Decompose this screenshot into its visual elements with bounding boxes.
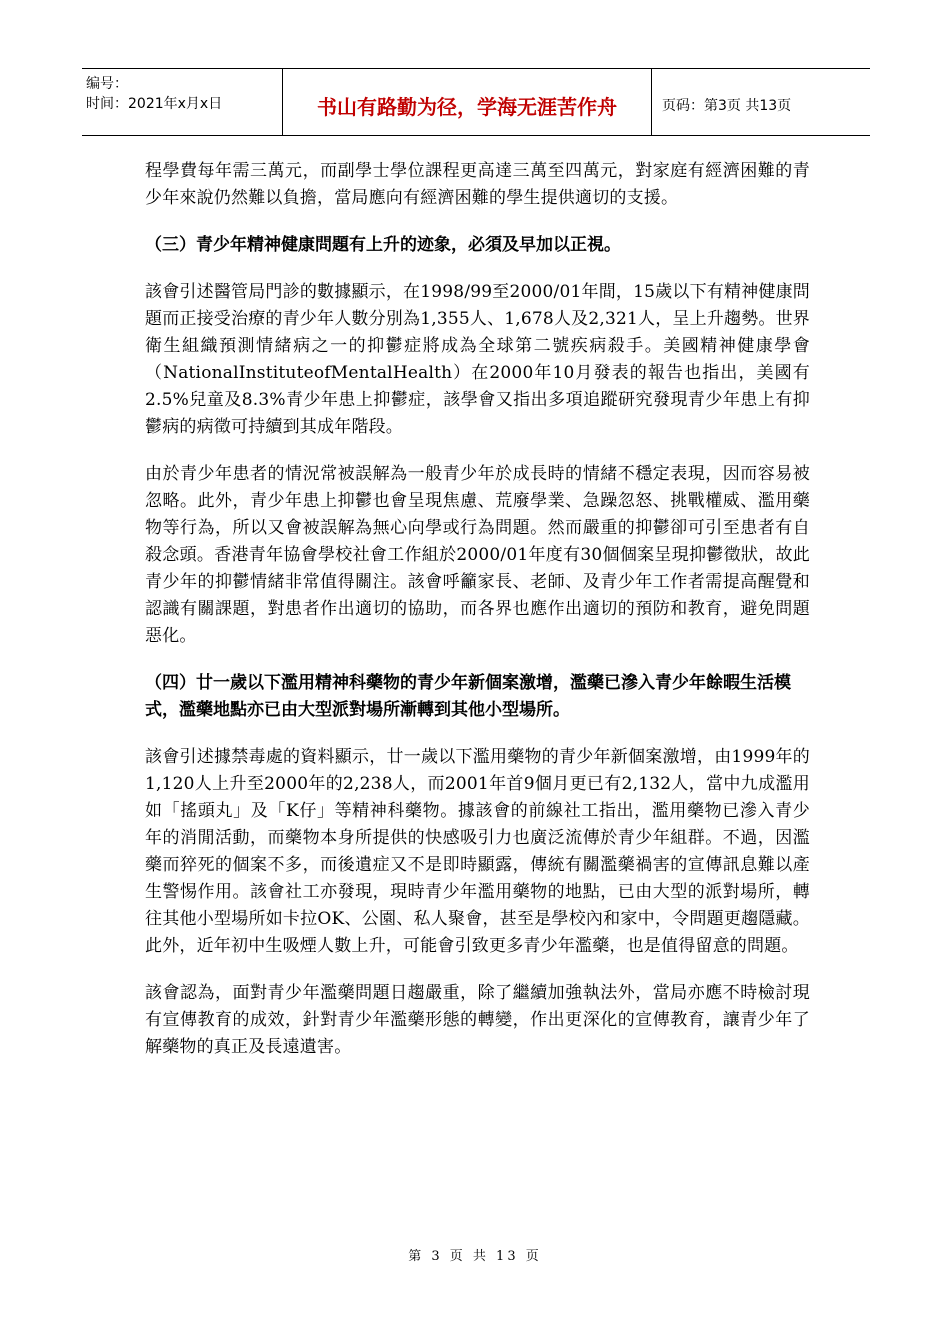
document-number-label: 编号： (86, 76, 128, 92)
header-page-label: 页码：第3页 共13页 (662, 98, 792, 114)
header-meta (82, 69, 282, 135)
page-footer: 第 3 页 共 13 页 (408, 1249, 542, 1264)
section-heading-4: （四）廿一歲以下濫用精神科藥物的青少年新個案激增，濫藥已滲入青少年餘暇生活模式，濫藥地點亦已由大型派對場所漸轉到其他小型場所。 (145, 673, 791, 720)
paragraph-1: 程學費每年需三萬元，而副學士學位課程更高達三萬至四萬元，對家庭有經濟困難的青少年來說仍然難以負擔，當局應向有經濟困難的學生提供適切的支援。 (145, 161, 810, 208)
section-heading-3: （三）青少年精神健康問題有上升的迹象，必須及早加以正視。 (145, 235, 621, 255)
header-motto: 书山有路勤为径，学海无涯苦作舟 (282, 69, 652, 135)
paragraph-4: 該會引述據禁毒處的資料顯示，廿一歲以下濫用藥物的青少年新個案激增，由1999年的1,120人上升至2000年的2,238人，而2001年首9個月更已有2,132人，當中九成濫用如「搖頭丸」及「K仔」等精神科藥物。據該會的前線社工指出，濫用藥物已滲入青少年的消閒活動，而藥物本身所提供的快感吸引力也廣泛流傳於青少年組群。不過，因濫藥而猝死的個案不多，而後遺症又不是即時顯露，傳統有關濫藥禍害的宣傳訊息難以產生警惕作用。該會社工亦發現，現時青少年濫用藥物的地點，已由大型的派對場所，轉往其他小型場所如卡拉OK、公園、私人聚會，甚至是學校內和家中，令問題更趨隱藏。此外，近年初中生吸煙人數上升，可能會引致更多青少年濫藥，也是值得留意的問題。 (145, 747, 810, 956)
paragraph-5: 該會認為，面對青少年濫藥問題日趨嚴重，除了繼續加強執法外，當局亦應不時檢討現有宣傳教育的成效，針對青少年濫藥形態的轉變，作出更深化的宣傳教育，讓青少年了解藥物的真正及長遠遺害。 (145, 983, 810, 1057)
paragraph-3: 由於青少年患者的情況常被誤解為一般青少年於成長時的情緒不穩定表現，因而容易被忽略。此外，青少年患上抑鬱也會呈現焦慮、荒廢學業、急躁忽怒、挑戰權威、濫用藥物等行為，所以又會被誤解為無心向學或行為問題。然而嚴重的抑鬱卻可引至患者有自殺念頭。香港青年協會學校社會工作組於2000/01年度有30個個案呈現抑鬱徵狀，故此青少年的抑鬱情緒非常值得關注。該會呼籲家長、老師、及青少年工作者需提高醒覺和認識有關課題，對患者作出適切的協助，而各界也應作出適切的預防和教育，避免問題惡化。 (145, 464, 810, 646)
paragraph-2: 該會引述醫管局門診的數據顯示，在1998/99至2000/01年間，15歲以下有精神健康問題而正接受治療的青少年人數分別為1,355人、1,678人及2,321人，呈上升趨勢。世界衛生組織預測情緒病之一的抑鬱症將成為全球第二號疾病殺手。美國精神健康學會（NationalInstituteofMentalHealth）在2000年10月發表的報告也指出，美國有2.5%兒童及8.3%青少年患上抑鬱症，該學會又指出多項追蹤研究發現青少年患上有抑鬱病的病徵可持續到其成年階段。 (145, 282, 811, 437)
page-header (82, 68, 870, 136)
document-time-label: 时间：2021年x月x日 (86, 96, 223, 112)
document-body (145, 158, 810, 1061)
